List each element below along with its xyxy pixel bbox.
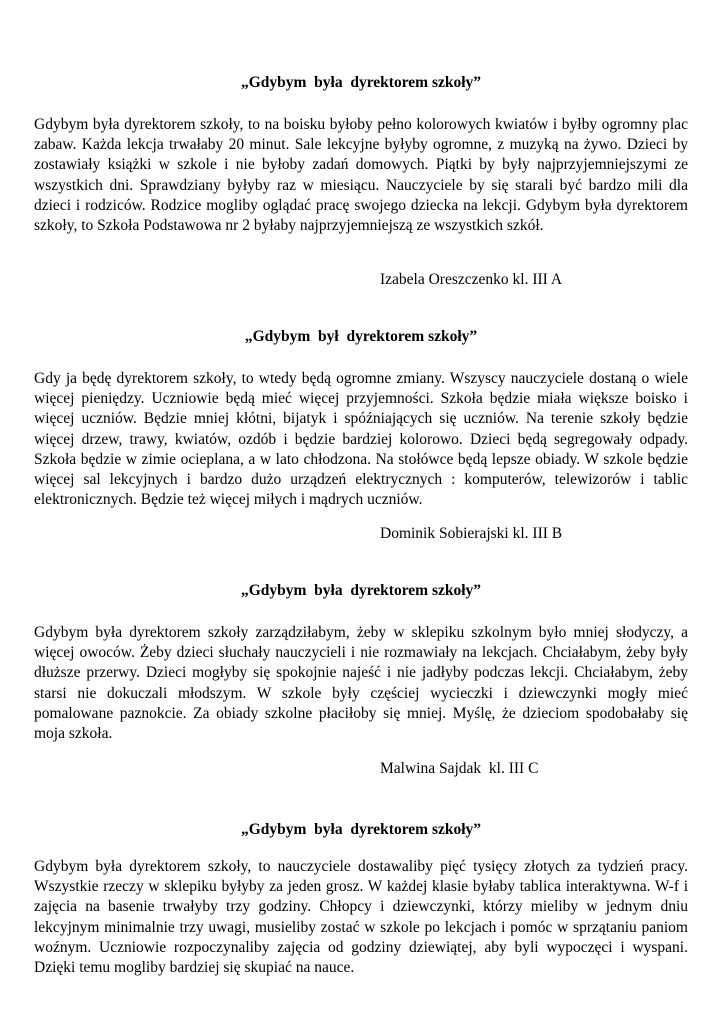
essay-2 — [34, 327, 688, 542]
essay-title: „Gdybym była dyrektorem szkoły” — [240, 821, 482, 838]
essay-body: Gdybym była dyrektorem szkoły zarządziłabym, żeby w sklepiku szkolnym było mniej słodyczy, a więcej owoców. Żeby dzieci słuchały nauczycieli i nie rozmawiały na lekcjach. Chciałabym, żeby były dłuższe przerwy. Dzieci mogłyby się spokojnie najeść i nie jadłyby podczas lekcji. Chciałabym, żeby starsi nie dokuczali młodszym. W szkole były częściej wycieczki i dziewczynki mogły mieć pomalowane paznokcie. Za obiady szkolne płaciłoby się mniej. Myślę, że dzieciom spodobałaby się moja szkoła. — [34, 624, 688, 743]
essay-title: „Gdybym była dyrektorem szkoły” — [240, 582, 482, 599]
essay-3 — [34, 581, 688, 777]
essay-body: Gdy ja będę dyrektorem szkoły, to wtedy będą ogromne zmiany. Wszyscy nauczyciele dostaną o wiele więcej pieniędzy. Uczniowie będą mieć więcej przyjemności. Szkoła będzie miała większe boisko i więcej uczniów. Będzie mniej kłótni, bijatyk i spóźniających się uczniów. Na terenie szkoły będzie więcej drzew, trawy, kwiatów, ozdób i będzie bardziej kolorowo. Dzieci będą segregowały odpady. Szkoła będzie w zimie ocieplana, a w lato chłodzona. Na stołówce będą lepsze obiady. W szkole będzie więcej sal lekcyjnych i bardzo dużo urządzeń elektrycznych : komputerów, telewizorów i tablic elektronicznych. Będzie też więcej miłych i mądrych uczniów. — [34, 370, 688, 509]
essay-body: Gdybym była dyrektorem szkoły, to nauczyciele dostawaliby pięć tysięcy złotych za tydzień pracy. Wszystkie rzeczy w sklepiku byłyby za jeden grosz. W każdej klasie byłaby tablica interaktywna. W-f i zajęcia na basenie trwałyby trzy godziny. Chłopcy i dziewczynki, którzy mieliby w jednym dniu lekcyjnym minimalnie trzy uwagi, musieliby zostać w szkole po lekcjach i pomóc w sprzątaniu paniom woźnym. Uczniowie rozpoczynaliby zajęcia od godziny dziewiątej, aby byli wypoczęci i wyspani. Dzięki temu mogliby bardziej się skupiać na nauce. — [34, 858, 688, 977]
essay-author: Dominik Sobierajski kl. III B — [380, 525, 563, 542]
essay-4 — [34, 820, 688, 978]
essay-title: „Gdybym była dyrektorem szkoły” — [240, 74, 482, 91]
essay-title: „Gdybym był dyrektorem szkoły” — [244, 328, 478, 345]
essay-author: Izabela Oreszczenko kl. III A — [380, 271, 563, 288]
essay-1 — [34, 73, 688, 288]
essay-body: Gdybym była dyrektorem szkoły, to na boisku byłoby pełno kolorowych kwiatów i byłby ogromny plac zabaw. Każda lekcja trwałaby 20 minut. Sale lekcyjne byłyby ogromne, z muzyką na żywo. Dzieci by zostawiały książki w szkole i nie byłoby zadań domowych. Piątki by były najprzyjemniejszymi ze wszystkich dni. Sprawdziany byłyby raz w miesiącu. Nauczyciele by się starali być bardzo mili dla dzieci i rodziców. Rodzice mogliby oglądać pracę swojego dziecka na lekcji. Gdybym była dyrektorem szkoły, to Szkoła Podstawowa nr 2 byłaby najprzyjemniejszą ze wszystkich szkół. — [34, 116, 688, 235]
essay-author: Malwina Sajdak kl. III C — [380, 760, 539, 777]
